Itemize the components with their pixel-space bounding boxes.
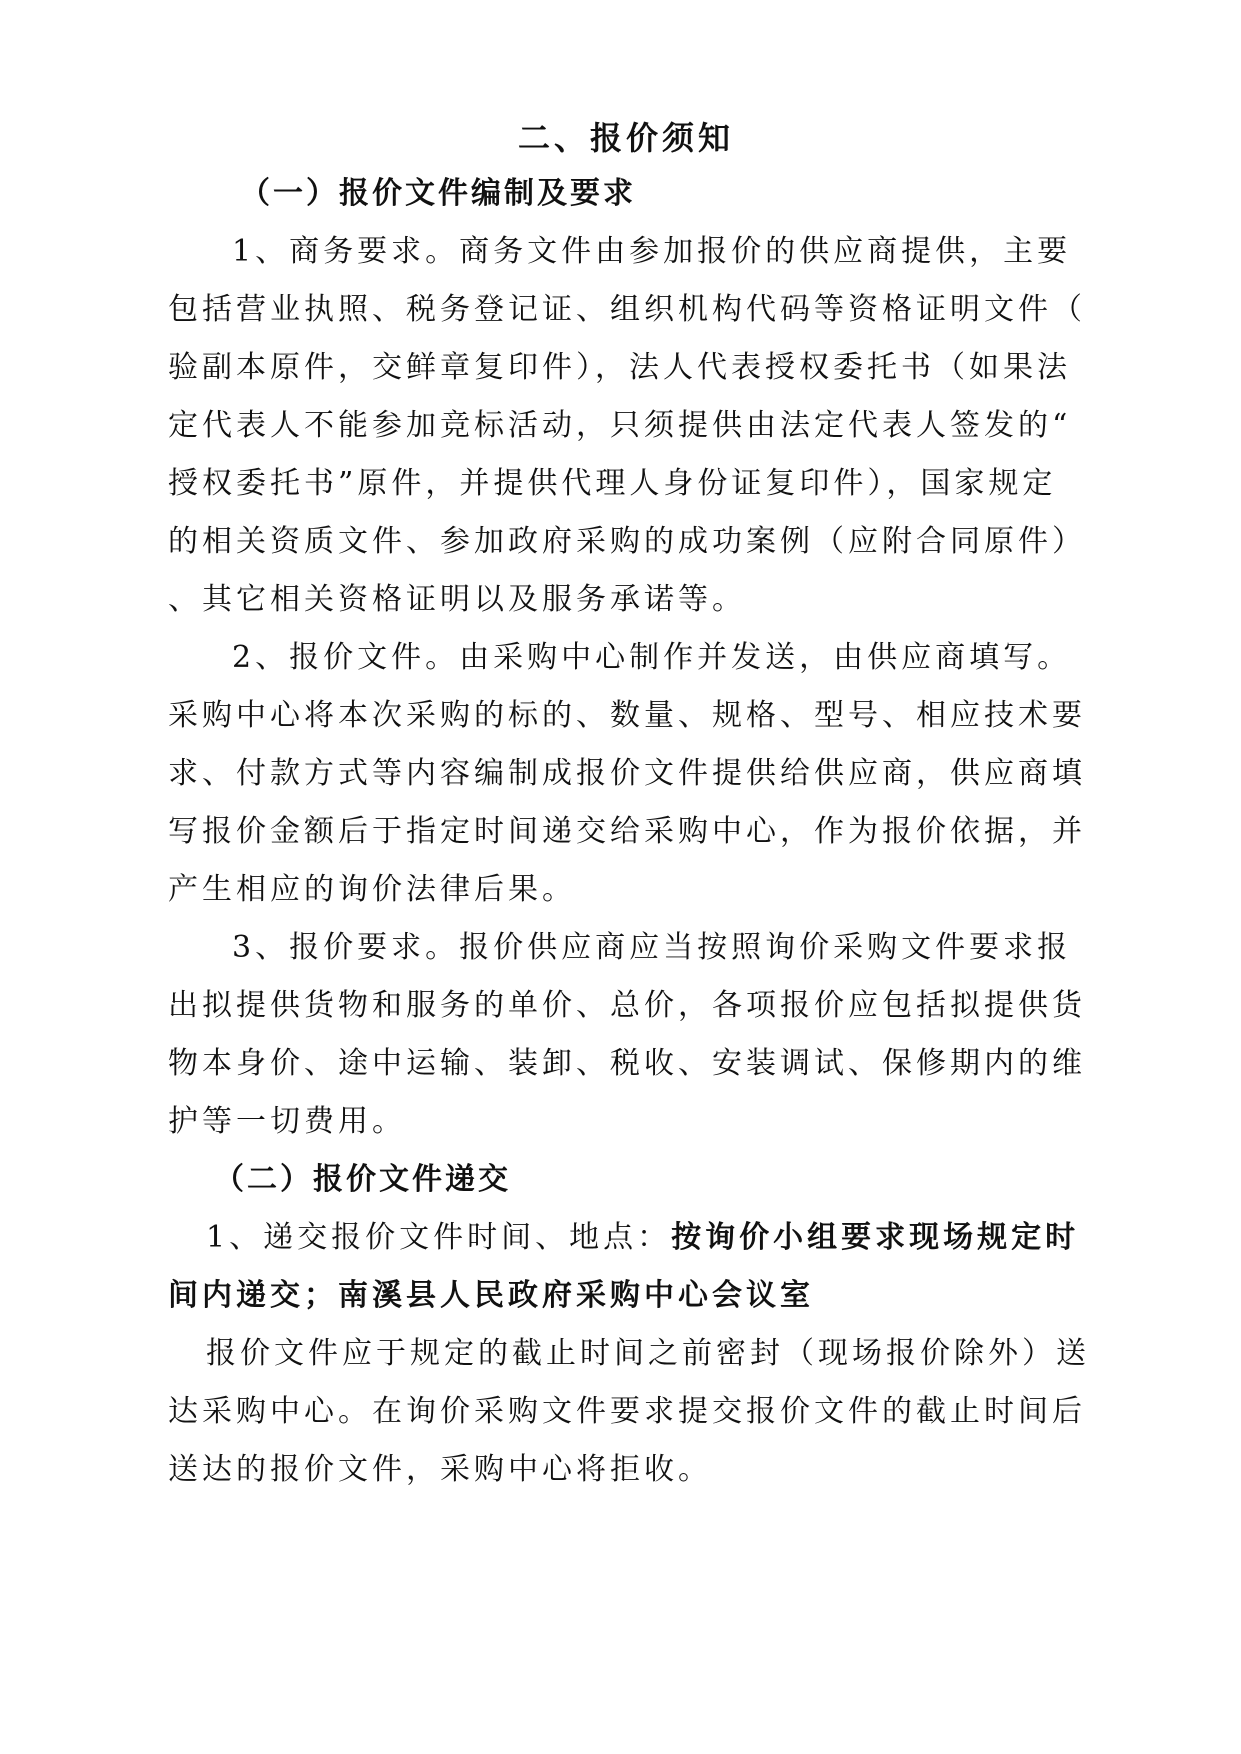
text-line: 写报价金额后于指定时间递交给采购中心，作为报价依据，并 — [168, 814, 1086, 849]
text-line: 物本身价、途中运输、装卸、税收、安装调试、保修期内的维 — [168, 1046, 1086, 1081]
text-line: 包括营业执照、税务登记证、组织机构代码等资格证明文件（ — [168, 292, 1086, 327]
text-line: 产生相应的询价法律后果。 — [168, 872, 576, 907]
text-line: 采购中心将本次采购的标的、数量、规格、型号、相应技术要 — [168, 698, 1086, 733]
text-line: 送达的报价文件，采购中心将拒收。 — [168, 1452, 712, 1487]
page-title: 二、报价须知 — [518, 119, 735, 157]
text-line — [206, 1218, 1079, 1258]
text-line: 出拟提供货物和服务的单价、总价，各项报价应包括拟提供货 — [168, 988, 1086, 1023]
text-line: 1、商务要求。商务文件由参加报价的供应商提供，主要 — [232, 234, 1072, 269]
text-line: 求、付款方式等内容编制成报价文件提供给供应商，供应商填 — [168, 756, 1086, 791]
text-line: 报价文件应于规定的截止时间之前密封（现场报价除外）送 — [206, 1336, 1090, 1371]
section-heading-1: （一）报价文件编制及要求 — [240, 176, 636, 211]
text-line: 的相关资质文件、参加政府采购的成功案例（应附合同原件） — [168, 524, 1086, 559]
text-line: 验副本原件，交鲜章复印件），法人代表授权委托书（如果法 — [168, 350, 1071, 385]
text-line: 定代表人不能参加竞标活动，只须提供由法定代表人签发的“ — [168, 408, 1072, 443]
section-heading-2: （二）报价文件递交 — [214, 1162, 511, 1197]
submission-label: 1、递交报价文件时间、地点： — [206, 1220, 672, 1255]
text-line: 3、报价要求。报价供应商应当按照询价采购文件要求报 — [232, 930, 1072, 965]
text-line: 2、报价文件。由采购中心制作并发送，由供应商填写。 — [232, 640, 1072, 675]
text-line: 授权委托书”原件，并提供代理人身份证复印件），国家规定 — [168, 466, 1057, 501]
text-line: 达采购中心。在询价采购文件要求提交报价文件的截止时间后 — [168, 1394, 1086, 1429]
text-line: 护等一切费用。 — [168, 1104, 406, 1139]
text-line: 、其它相关资格证明以及服务承诺等。 — [168, 582, 746, 617]
submission-location-value: 间内递交；南溪县人民政府采购中心会议室 — [168, 1278, 814, 1313]
submission-time-value: 按询价小组要求现场规定时 — [671, 1220, 1080, 1255]
